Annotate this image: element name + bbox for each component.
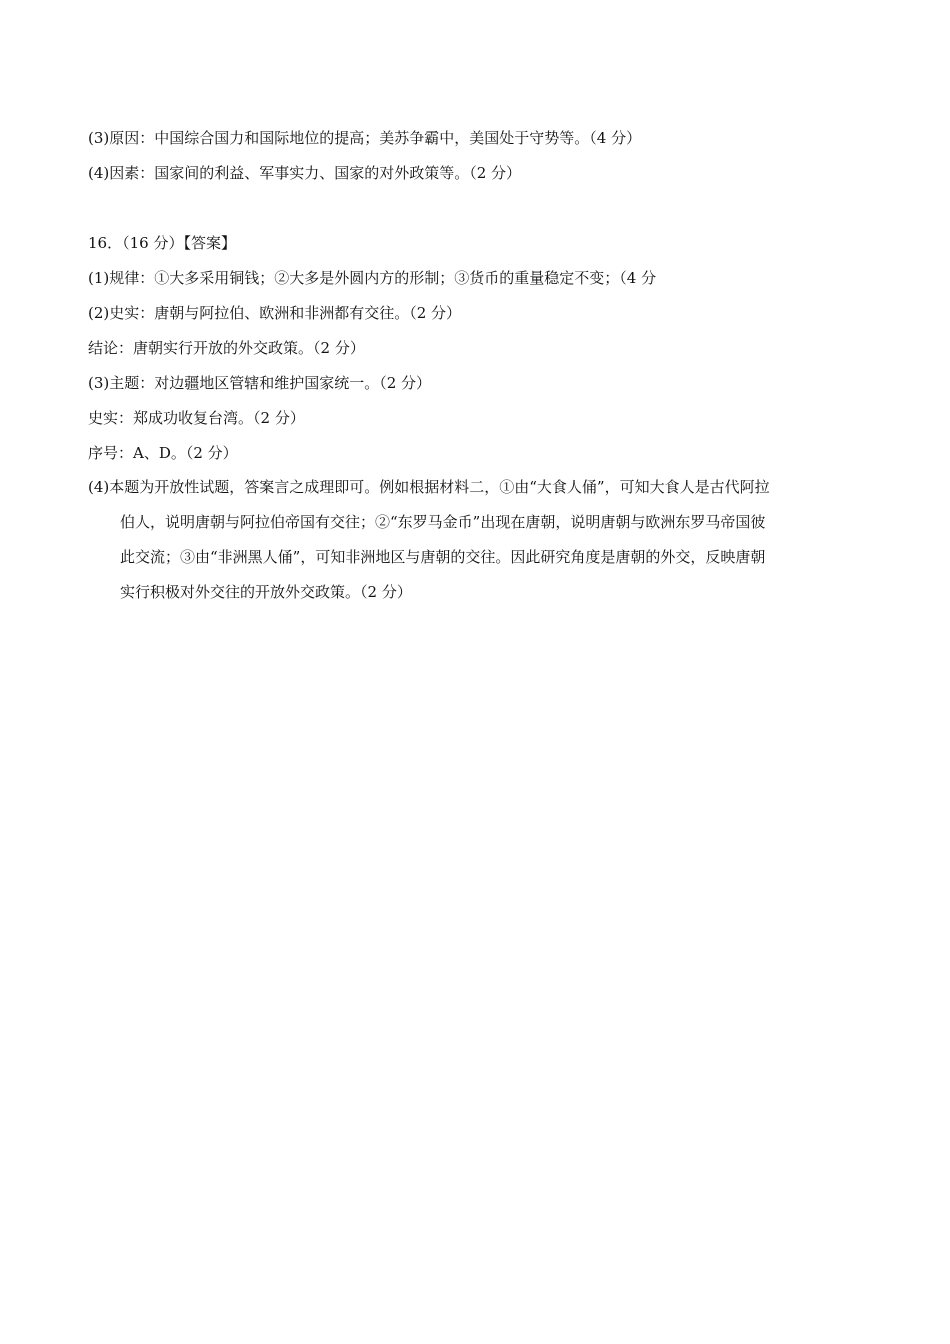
answer-16-3-fact: 史实：郑成功收复台湾。（2 分） — [88, 409, 305, 427]
answer-16-4-line-4: 实行积极对外交往的开放外交政策。（2 分） — [120, 583, 412, 601]
answer-16-3-options: 序号：A、D。（2 分） — [88, 444, 238, 462]
answer-16-4-paragraph — [88, 470, 868, 610]
answer-16-1: (1)规律：①大多采用铜钱；②大多是外圆内方的形制；③货币的重量稳定不变；（4 分 — [88, 269, 657, 287]
answer-16-4-line-1: (4)本题为开放性试题，答案言之成理即可。例如根据材料二，①由“大食人俑”，可知大食人是古代阿拉 — [88, 478, 770, 496]
answer-15-3: (3)原因：中国综合国力和国际地位的提高；美苏争霸中，美国处于守势等。（4 分） — [88, 129, 642, 147]
answer-16-4-line-2: 伯人，说明唐朝与阿拉伯帝国有交往；②“东罗马金币”出现在唐朝，说明唐朝与欧洲东罗马帝国彼 — [120, 513, 766, 531]
answer-16-3: (3)主题：对边疆地区管辖和维护国家统一。（2 分） — [88, 374, 432, 392]
answer-16-4-line-3: 此交流；③由“非洲黑人俑”，可知非洲地区与唐朝的交往。因此研究角度是唐朝的外交，反映唐朝 — [120, 548, 766, 566]
answer-16-2-conclusion: 结论：唐朝实行开放的外交政策。（2 分） — [88, 339, 365, 357]
question-16-heading: 16．（16 分）【答案】 — [88, 234, 236, 252]
answer-15-4: (4)因素：国家间的利益、军事实力、国家的对外政策等。（2 分） — [88, 164, 522, 182]
answer-16-2: (2)史实：唐朝与阿拉伯、欧洲和非洲都有交往。（2 分） — [88, 304, 462, 322]
